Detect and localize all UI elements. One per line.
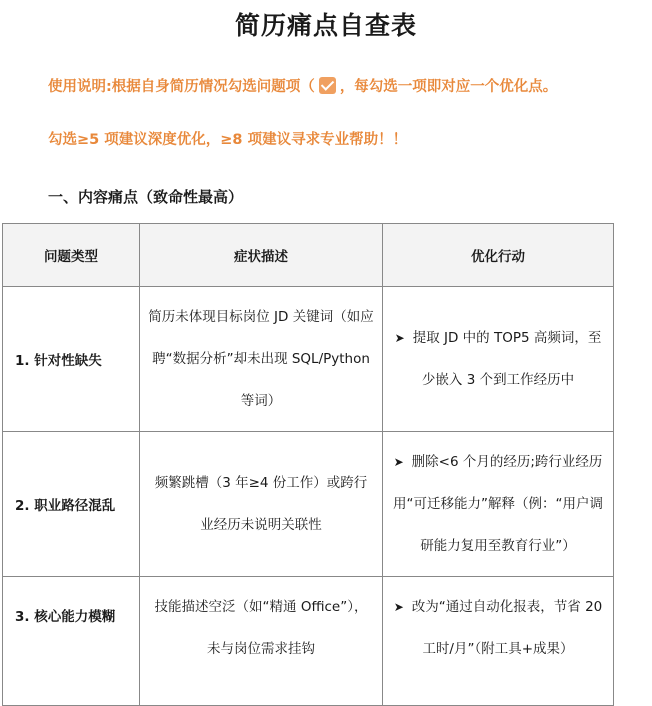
table-row [3,432,614,577]
page-title: 简历痛点自查表 [234,11,417,40]
action-cell [383,287,614,432]
table-row [3,287,614,432]
table-row [3,577,614,706]
action-cell [383,432,614,577]
instructions-text-before: 使用说明:根据自身简历情况勾选问题项（ [48,79,315,95]
table-header-row [3,224,614,287]
action-text: 删除<6 个月的经历;跨行业经历用“可迁移能力”解释（例：“用户调研能力复用至教育行业”） [393,454,603,554]
problem-type-cell: 2. 职业路径混乱 [3,432,140,577]
arrow-icon: ➤ [393,455,404,469]
checkbox-icon [319,77,336,94]
action-cell [383,577,614,706]
symptom-cell: 频繁跳槽（3 年≥4 份工作）或跨行业经历未说明关联性 [140,432,383,577]
checklist-table [2,223,614,706]
instructions-line-1 [48,75,557,96]
arrow-icon: ➤ [394,331,405,345]
header-symptom: 症状描述 [140,224,383,287]
symptom-cell: 技能描述空泛（如“精通 Office”），未与岗位需求挂钩 [140,577,383,706]
instructions-line-2: 勾选≥5 项建议深度优化，≥8 项建议寻求专业帮助！！ [48,132,408,148]
section-title: 一、内容痛点（致命性最高） [48,188,244,206]
arrow-icon: ➤ [393,600,404,614]
action-text: 改为“通过自动化报表，节省 20 工时/月”（附工具+成果） [411,599,603,657]
header-action: 优化行动 [383,224,614,287]
problem-type-cell: 3. 核心能力模糊 [3,577,140,706]
action-text: 提取 JD 中的 TOP5 高频词，至少嵌入 3 个到工作经历中 [412,330,602,388]
instructions-text-after: ，每勾选一项即对应一个优化点。 [339,79,558,95]
header-problem-type: 问题类型 [3,224,140,287]
symptom-cell: 简历未体现目标岗位 JD 关键词（如应聘“数据分析”却未出现 SQL/Python 等词） [140,287,383,432]
problem-type-cell: 1. 针对性缺失 [3,287,140,432]
